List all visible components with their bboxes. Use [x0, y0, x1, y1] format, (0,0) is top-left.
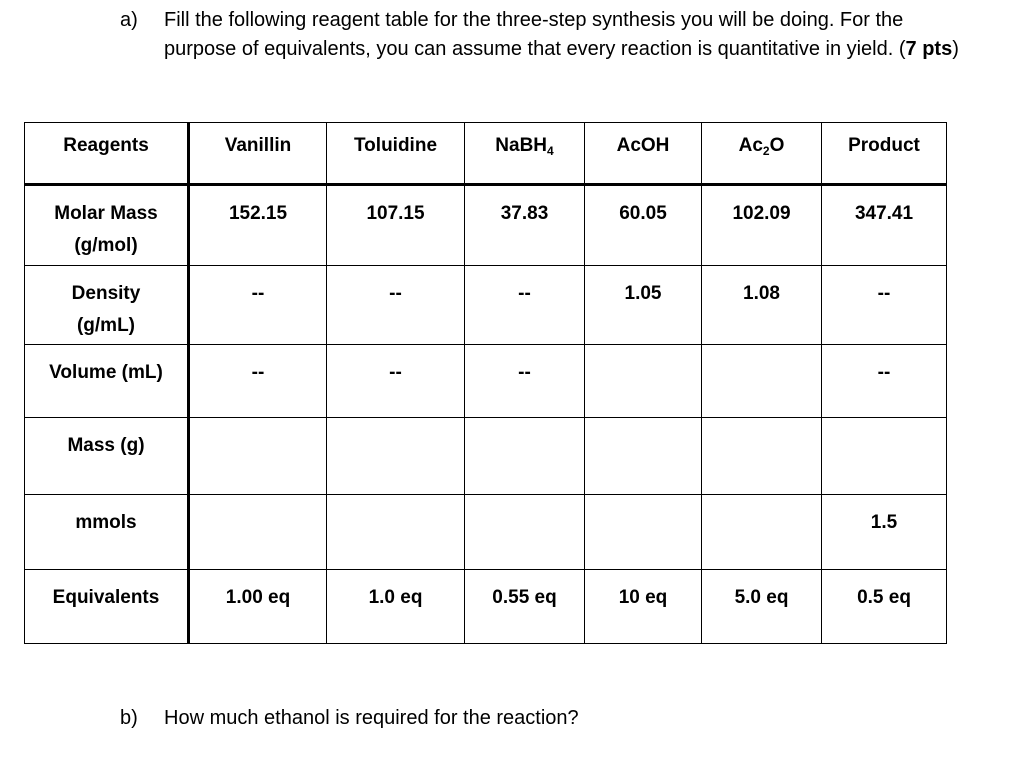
cell-acoh-mass[interactable] — [585, 418, 702, 495]
row-mass — [25, 418, 947, 495]
header-ac2o: $Ac_2O$ — [702, 123, 822, 185]
row-label-equivalents: Equivalents — [25, 570, 189, 644]
question-a — [120, 6, 960, 64]
cell-acoh-volume[interactable] — [585, 345, 702, 418]
cell-nabh4-mmols[interactable] — [465, 495, 585, 570]
question-a-close: ) — [952, 38, 959, 60]
row-label-molar-mass: Molar Mass (g/mol) — [25, 185, 189, 266]
row-density — [25, 266, 947, 345]
question-b — [120, 704, 579, 733]
cell-ac2o-density[interactable]: 1.08 — [702, 266, 822, 345]
row-label-mass: Mass (g) — [25, 418, 189, 495]
cell-product-volume[interactable]: -- — [822, 345, 947, 418]
cell-toluidine-volume[interactable]: -- — [327, 345, 465, 418]
cell-nabh4-equivalents[interactable]: 0.55 eq — [465, 570, 585, 644]
question-a-body: Fill the following reagent table for the three-step synthesis you will be doing. For the purpose of equivalents, you can assume that every reaction is quantitative in yield. ( — [164, 9, 906, 60]
cell-vanillin-equivalents[interactable]: 1.00 eq — [189, 570, 327, 644]
cell-vanillin-mass[interactable] — [189, 418, 327, 495]
cell-nabh4-molar-mass[interactable]: 37.83 — [465, 185, 585, 266]
cell-ac2o-mass[interactable] — [702, 418, 822, 495]
cell-toluidine-density[interactable]: -- — [327, 266, 465, 345]
question-b-marker: b) — [120, 707, 138, 729]
reagent-table — [24, 122, 947, 644]
cell-product-mmols[interactable]: 1.5 — [822, 495, 947, 570]
cell-nabh4-density[interactable]: -- — [465, 266, 585, 345]
row-molar-mass — [25, 185, 947, 266]
row-equivalents — [25, 570, 947, 644]
cell-product-mass[interactable] — [822, 418, 947, 495]
cell-toluidine-mmols[interactable] — [327, 495, 465, 570]
cell-toluidine-mass[interactable] — [327, 418, 465, 495]
row-mmols — [25, 495, 947, 570]
question-a-points: 7 pts — [905, 38, 953, 60]
cell-vanillin-mmols[interactable] — [189, 495, 327, 570]
header-row — [25, 123, 947, 185]
cell-acoh-mmols[interactable] — [585, 495, 702, 570]
cell-product-molar-mass[interactable]: 347.41 — [822, 185, 947, 266]
question-a-marker: a) — [120, 9, 138, 31]
header-acoh: AcOH — [585, 123, 702, 185]
cell-ac2o-molar-mass[interactable]: 102.09 — [702, 185, 822, 266]
row-label-mmols: mmols — [25, 495, 189, 570]
cell-acoh-equivalents[interactable]: 10 eq — [585, 570, 702, 644]
cell-ac2o-equivalents[interactable]: 5.0 eq — [702, 570, 822, 644]
header-vanillin: Vanillin — [189, 123, 327, 185]
cell-nabh4-mass[interactable] — [465, 418, 585, 495]
cell-product-equivalents[interactable]: 0.5 eq — [822, 570, 947, 644]
cell-vanillin-volume[interactable]: -- — [189, 345, 327, 418]
cell-vanillin-molar-mass[interactable]: 152.15 — [189, 185, 327, 266]
cell-toluidine-equivalents[interactable]: 1.0 eq — [327, 570, 465, 644]
cell-toluidine-molar-mass[interactable]: 107.15 — [327, 185, 465, 266]
row-label-volume: Volume (mL) — [25, 345, 189, 418]
cell-ac2o-volume[interactable] — [702, 345, 822, 418]
cell-ac2o-mmols[interactable] — [702, 495, 822, 570]
header-product: Product — [822, 123, 947, 185]
row-volume — [25, 345, 947, 418]
header-nabh4: NaBH$_4$ — [465, 123, 585, 185]
header-reagents: Reagents — [25, 123, 189, 185]
question-a-text — [164, 6, 960, 64]
cell-product-density[interactable]: -- — [822, 266, 947, 345]
cell-vanillin-density[interactable]: -- — [189, 266, 327, 345]
question-b-text: How much ethanol is required for the reaction? — [164, 707, 579, 729]
cell-acoh-molar-mass[interactable]: 60.05 — [585, 185, 702, 266]
header-toluidine: Toluidine — [327, 123, 465, 185]
cell-nabh4-volume[interactable]: -- — [465, 345, 585, 418]
row-label-density: Density (g/mL) — [25, 266, 189, 345]
cell-acoh-density[interactable]: 1.05 — [585, 266, 702, 345]
